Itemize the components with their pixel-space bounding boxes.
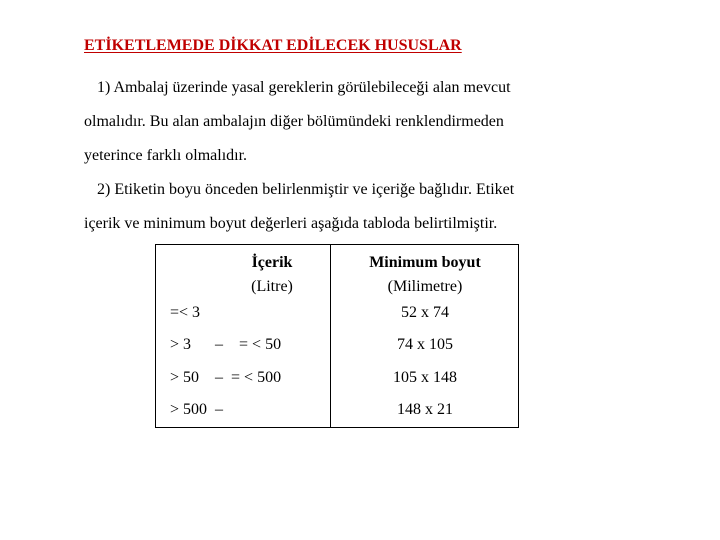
header-size-unit: (Milimetre) xyxy=(387,278,463,295)
row-3-content: > 50 – = < 500 xyxy=(170,369,282,386)
row-2-size: 74 x 105 xyxy=(397,336,453,353)
row-1-content: =< 3 xyxy=(170,304,201,321)
row-4-content: > 500 – xyxy=(170,401,224,418)
document-title: ETİKETLEMEDE DİKKAT EDİLECEK HUSUSLAR xyxy=(84,37,462,54)
paragraph-2-line-1: 2) Etiketin boyu önceden belirlenmiştir ve içeriğe bağlıdır. Etiket xyxy=(97,181,515,198)
row-3-size: 105 x 148 xyxy=(393,369,457,386)
paragraph-1-line-1: 1) Ambalaj üzerinde yasal gereklerin görülebileceği alan mevcut xyxy=(97,79,511,96)
header-size-title: Minimum boyut xyxy=(369,254,481,271)
row-2-content: > 3 – = < 50 xyxy=(170,336,282,353)
header-content-unit: (Litre) xyxy=(251,278,293,295)
paragraph-2-line-2: içerik ve minimum boyut değerleri aşağıda tabloda belirtilmiştir. xyxy=(84,215,498,232)
paragraph-1-line-2: olmalıdır. Bu alan ambalajın diğer bölümündeki renklendirmeden xyxy=(84,113,504,130)
row-4-size: 148 x 21 xyxy=(397,401,453,418)
paragraph-1-line-3: yeterince farklı olmalıdır. xyxy=(84,147,248,164)
row-1-size: 52 x 74 xyxy=(401,304,449,321)
size-table xyxy=(155,244,519,428)
header-content-title: İçerik xyxy=(251,254,293,271)
